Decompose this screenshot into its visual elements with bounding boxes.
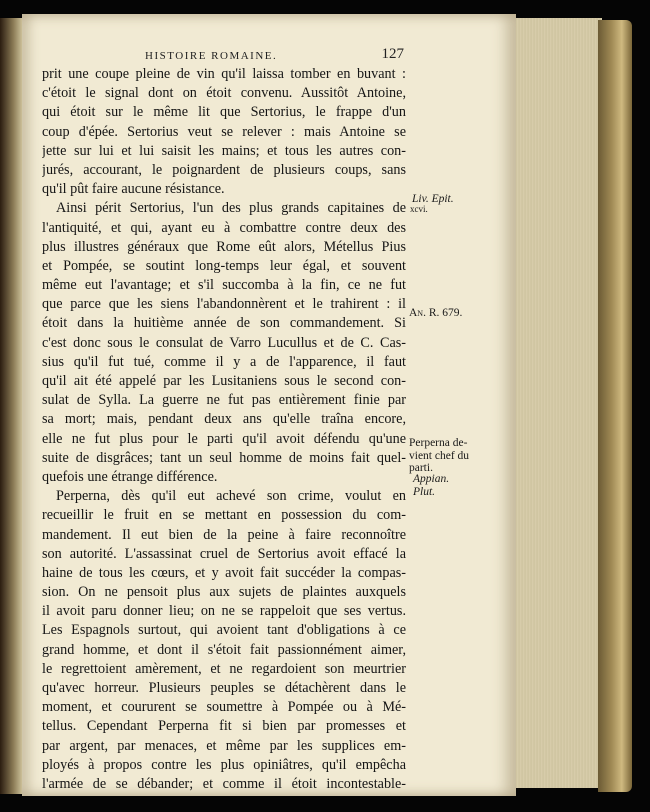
- page-block-edges: [516, 18, 602, 788]
- text-line: plus illustres généraux que Rome eût alors, Métellus Pius: [42, 238, 406, 255]
- text-line: par argent, par menaces, et même par les supplices em-: [42, 737, 406, 754]
- text-line: Les Espagnols surtout, qui avoient tant d'obligations à ce: [42, 622, 406, 639]
- book-cover-edge: [598, 20, 632, 792]
- margin-note-line: parti.: [409, 462, 433, 474]
- margin-note-liv-epit: [412, 193, 454, 218]
- text-line: elle ne fut plus pour le parti qu'il avoit défendu qu'une: [42, 430, 406, 447]
- text-line: Ainsi périt Sertorius, l'un des plus grands capitaines de: [56, 200, 406, 217]
- text-line: il avoit paru donner lieu; on ne se rappeloit que ses vertus.: [42, 603, 406, 620]
- text-line: qu'il ait été appelé par les Lusitaniens sous le second con-: [42, 373, 406, 389]
- text-line: son autorité. L'assassinat cruel de Sertorius avoit effacé la: [42, 545, 406, 562]
- text-line: moment, et coururent se soumettre à Pompée ou à Mé-: [42, 699, 406, 716]
- text-line: le regrettoient amèrement, et ne regardoient son meurtrier: [42, 660, 406, 677]
- text-line: sulat de Sylla. La guerre ne fut pas entièrement finie par: [42, 392, 406, 409]
- text-line: c'étoit le signal dont on étoit convenu. Aussitôt Antoine,: [42, 85, 406, 102]
- text-line: l'antiquité, et qui, ayant eu à combattre contre deux des: [42, 219, 406, 236]
- text-line: prit une coupe pleine de vin qu'il laissa tomber en buvant :: [42, 66, 406, 82]
- text-line: mandement. Il eut bien de la peine à faire reconnoître: [42, 526, 406, 543]
- text-line: Perperna, dès qu'il eut achevé son crime, voulut en: [56, 488, 406, 505]
- text-line: qu'il pût faire aucune résistance.: [42, 181, 225, 198]
- text-line: et Pompée, se soutint long-temps leur égal, et souvent: [42, 257, 406, 274]
- running-title: HISTOIRE ROMAINE.: [145, 50, 278, 62]
- margin-note-line: Liv. Epit.: [412, 193, 454, 205]
- page-number: 127: [381, 46, 404, 62]
- text-line: l'armée de se débander; et comme il étoit incontestable-: [42, 775, 406, 792]
- text-line: suite de disgrâces; tant un seul homme de moins fait quel-: [42, 449, 406, 466]
- text-line: jette sur lui et lui saisit les mains; et tous les autres con-: [42, 142, 406, 159]
- text-line: qui étoit sur le même lit que Sertorius, le frappe d'un: [42, 104, 406, 121]
- margin-note-line: Perperna de-: [409, 437, 468, 449]
- text-line: quefois une étrange différence.: [42, 468, 218, 485]
- text-line: étoit dans la huitième année de son commandement. Si: [42, 315, 406, 332]
- text-line: sius qu'il fut tué, comme il y a de l'apparence, il faut: [42, 353, 406, 370]
- text-line: ployés à propos contre les plus opiniâtres, qu'il empêcha: [42, 756, 406, 773]
- text-line: tellus. Cependant Perperna fit si bien par promesses et: [42, 718, 406, 735]
- margin-note-line: Appian.: [413, 473, 450, 485]
- text-line: sion. On ne pensoit plus aux sujets de plaintes auxquels: [42, 584, 406, 601]
- text-line: sa mort; mais, pendant deux ans qu'elle traîna encore,: [42, 411, 406, 428]
- text-line: grand homme, et dont il s'étoit fait passionnément aimer,: [42, 641, 406, 658]
- body-text: [42, 65, 406, 794]
- text-line: c'est donc sous le consulat de Varro Lucullus et de C. Cas-: [42, 334, 406, 351]
- text-line: haine de tous les cœurs, et y avoit fait succéder la compas-: [42, 564, 406, 581]
- text-line: coup d'épée. Sertorius veut se relever : mais Antoine se: [42, 123, 406, 140]
- margin-note-line: vient chef du: [409, 449, 470, 462]
- previous-page-edge: [0, 18, 22, 794]
- text-line: que parce que les siens l'abandonnèrent et le trahirent : il: [42, 296, 406, 313]
- margin-note-line: xcvi.: [410, 203, 428, 214]
- text-line: jurés, accourant, le poignardent de plusieurs coups, sans: [42, 161, 406, 178]
- text-line: qu'avec horreur. Plusieurs peuples se détachèrent dans le: [42, 680, 406, 696]
- margin-note-year: An. R. 679.: [409, 307, 463, 319]
- text-line: recueillir le fruit en se mettant en possession du com-: [42, 507, 406, 524]
- text-line: même eut l'avantage; et s'il succomba à la fin, ce ne fut: [42, 277, 406, 294]
- margin-note-sources: [413, 473, 449, 498]
- margin-note-perperna: [409, 437, 469, 475]
- margin-note-line: Plut.: [413, 485, 436, 498]
